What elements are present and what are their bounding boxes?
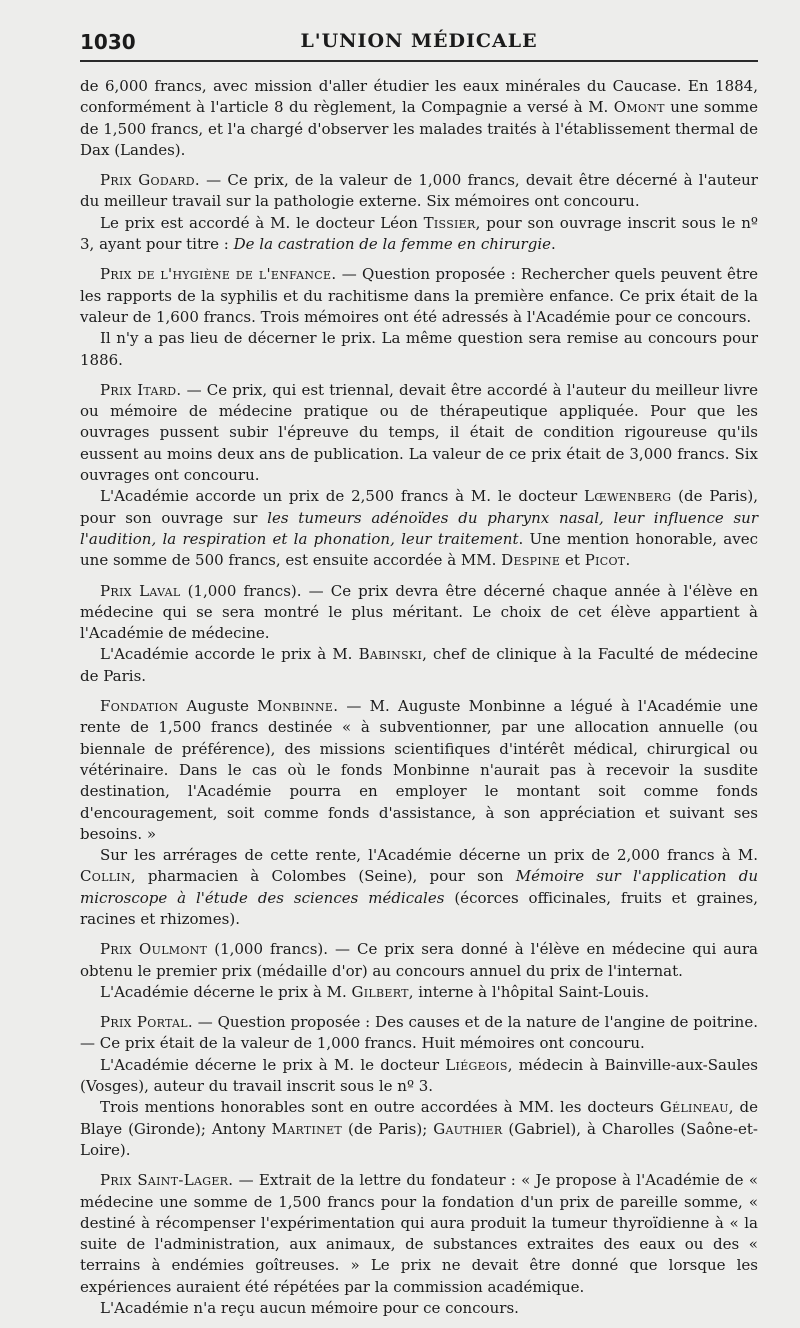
text-run: — Extrait de la lettre du fondateur : « Je propose à l'Académie de « médecine une somme de 1,500 francs pour la fondation d'un prix de pareille somme, « destiné à récompenser l'expérimentation qui aura produit la tumeur thyroïdienne à « la suite de l'administration, aux animaux, de substances extraites des eaux ou des « terrains à endémies goîtreuses. » Le prix ne devait être donné que lorsque les expériences auraient été répétées par la commission académique. xyxy=(80,1171,758,1296)
text-run: (de Paris); xyxy=(342,1119,434,1138)
small-caps-text: Gauthier xyxy=(433,1119,503,1138)
paragraph xyxy=(80,76,758,161)
paragraph xyxy=(80,845,758,930)
paragraph xyxy=(80,1097,758,1161)
paragraph xyxy=(80,939,758,982)
small-caps-text: Liégeois xyxy=(445,1055,508,1074)
text-run: L'Académie décerne le prix à M. xyxy=(100,982,352,1001)
text-run: (de Paris), pour son ouvrage sur xyxy=(80,487,759,527)
small-caps-text: Prix Laval xyxy=(100,581,181,600)
small-caps-text: Lœwenberg xyxy=(584,487,672,506)
text-run: — Ce prix, qui est triennal, devait être accordé à l'auteur du meilleur livre ou mémoire de médecine pratique ou de thérapeutique appliquée. Pour que les ouvrages pussent subir l'épreuve du temps, il était de condition rigoureuse qu'ils eussent au moins deux ans de publication. La valeur de ce prix était de 3,000 francs. Six ouvrages ont concouru. xyxy=(80,380,759,485)
small-caps-text: Martinet xyxy=(271,1119,343,1138)
paragraph xyxy=(80,1012,758,1055)
paragraph xyxy=(80,213,758,256)
small-caps-text: Prix Oulmont xyxy=(100,940,208,959)
small-caps-text: Fondation xyxy=(100,697,179,716)
text-run: Il n'y a pas lieu de décerner le prix. La même question sera remise au concours pour 1886. xyxy=(80,329,758,369)
small-caps-text: Babinski xyxy=(358,645,423,664)
text-run: L'Académie accorde un prix de 2,500 francs à M. le docteur xyxy=(100,487,585,506)
text-run: L'Académie décerne le prix à M. le docteur xyxy=(100,1055,446,1074)
paragraph xyxy=(80,982,758,1003)
text-run: , chef de clinique à la Faculté de médecine de Paris. xyxy=(80,645,758,685)
small-caps-text: Gilbert xyxy=(351,982,409,1001)
body-text xyxy=(80,76,758,1319)
text-run: , de Blaye (Gironde); Antony xyxy=(80,1098,759,1138)
text-run: L'Académie n'a reçu aucun mémoire pour ce concours. xyxy=(100,1299,519,1318)
text-run: et xyxy=(560,551,585,570)
text-run: Le prix est accordé à M. le docteur Léon xyxy=(100,213,424,232)
text-run: — Question proposée : Rechercher quels peuvent être les rapports de la syphilis et du rachitisme dans la première enfance. Ce prix était de la valeur de 1,600 francs. Trois mémoires ont été adressés à l'Académie pour ce concours. xyxy=(80,265,759,326)
small-caps-text: Prix Godard. xyxy=(100,171,200,190)
paragraph xyxy=(80,1055,758,1098)
text-run: L'Académie accorde le prix à M. xyxy=(100,645,359,664)
text-run: Sur les arrérages de cette rente, l'Académie décerne un prix de 2,000 francs à M. xyxy=(100,846,758,865)
text-run: (écorces officinales, fruits et graines, racines et rhizomes). xyxy=(80,888,758,928)
paragraph xyxy=(80,170,758,213)
small-caps-text: Prix Saint-Lager. xyxy=(100,1171,234,1190)
text-run: — Ce prix, de la valeur de 1,000 francs, devait être décerné à l'auteur du meilleur travail sur la pathologie externe. Six mémoires ont concouru. xyxy=(80,171,758,211)
text-run: , interne à l'hôpital Saint-Louis. xyxy=(408,982,650,1001)
text-run: Trois mentions honorables sont en outre accordées à MM. les docteurs xyxy=(100,1098,660,1117)
text-run: , pour son ouvrage inscrit sous le nº 3, ayant pour titre : xyxy=(80,213,758,254)
page-number: 1030 xyxy=(80,30,136,54)
text-run: Auguste xyxy=(178,697,258,716)
small-caps-text: Prix Itard. xyxy=(100,380,182,399)
running-title: L'UNION MÉDICALE xyxy=(300,30,538,52)
text-run: , pharmacien à Colombes (Seine), pour son xyxy=(130,867,516,886)
paragraph xyxy=(80,696,758,845)
paragraph xyxy=(80,264,758,328)
small-caps-text: Monbinne xyxy=(257,697,334,716)
text-run: (Gabriel), à Charolles (Saône-et-Loire). xyxy=(80,1119,759,1159)
italic-title: Mémoire sur l'application du microscope à l'étude des sciences médicales xyxy=(80,867,758,907)
italic-title: les tumeurs adénoïdes du pharynx nasal, leur influence sur l'audition, la respiration et la phonation, leur traitement xyxy=(80,508,759,548)
paragraph xyxy=(80,328,758,371)
paragraph xyxy=(80,486,758,571)
paragraph xyxy=(80,1298,758,1319)
page-header xyxy=(80,30,758,62)
small-caps-text: Omont xyxy=(613,98,665,117)
text-run: . xyxy=(625,551,631,570)
small-caps-text: Despine xyxy=(501,551,561,570)
paragraph xyxy=(80,581,758,645)
small-caps-text: Tissier xyxy=(423,213,476,232)
small-caps-text: Gélineau xyxy=(659,1098,729,1117)
paragraph xyxy=(80,380,758,486)
small-caps-text: Prix Portal. xyxy=(100,1013,193,1032)
text-run: , médecin à Bainville-aux-Saules (Vosges), auteur du travail inscrit sous le nº 3. xyxy=(80,1055,758,1096)
paragraph xyxy=(80,1170,758,1298)
text-run: (1,000 francs). — Ce prix devra être décerné chaque année à l'élève en médecine qui se sera montré le plus méritant. Le choix de cet élève appartient à l'Académie de médecine. xyxy=(80,581,759,643)
small-caps-text: Prix de l'hygiène de l'enfance. xyxy=(100,265,337,284)
paragraph xyxy=(80,644,758,687)
text-run: — Question proposée : Des causes et de la nature de l'angine de poitrine. — Ce prix était de la valeur de 1,000 francs. Huit mémoires ont concouru. xyxy=(80,1013,758,1053)
text-run: . Une mention honorable, avec une somme de 500 francs, est ensuite accordée à MM. xyxy=(80,529,758,570)
italic-title: De la castration de la femme en chirurgie xyxy=(233,235,551,254)
text-run: une somme de 1,500 francs, et l'a chargé d'observer les malades traités à l'établissement thermal de Dax (Landes). xyxy=(80,98,758,159)
text-run: . xyxy=(551,235,556,254)
small-caps-text: Picot xyxy=(584,551,626,570)
text-run: (1,000 francs). — Ce prix sera donné à l'élève en médecine qui aura obtenu le premier prix (médaille d'or) au concours annuel du prix de l'internat. xyxy=(80,940,758,980)
text-run: de 6,000 francs, avec mission d'aller étudier les eaux minérales du Caucase. En 1884, conformément à l'article 8 du règlement, la Compagnie a versé à M. xyxy=(80,77,758,117)
small-caps-text: Collin xyxy=(80,867,131,886)
text-run: . — M. Auguste Monbinne a légué à l'Académie une rente de 1,500 francs destinée « à subventionner, par une allocation annuelle (ou biennale de préférence), des missions scientifiques d'intérêt médical, chirurgical ou vétérinaire. Dans le cas où le fonds Monbinne n'aurait pas à recevoir la susdite destination, l'Académie pourra en employer le montant soit comme fonds d'encouragement, soit comme fonds d'assistance, à son appréciation et suivant ses besoins. » xyxy=(80,697,758,843)
